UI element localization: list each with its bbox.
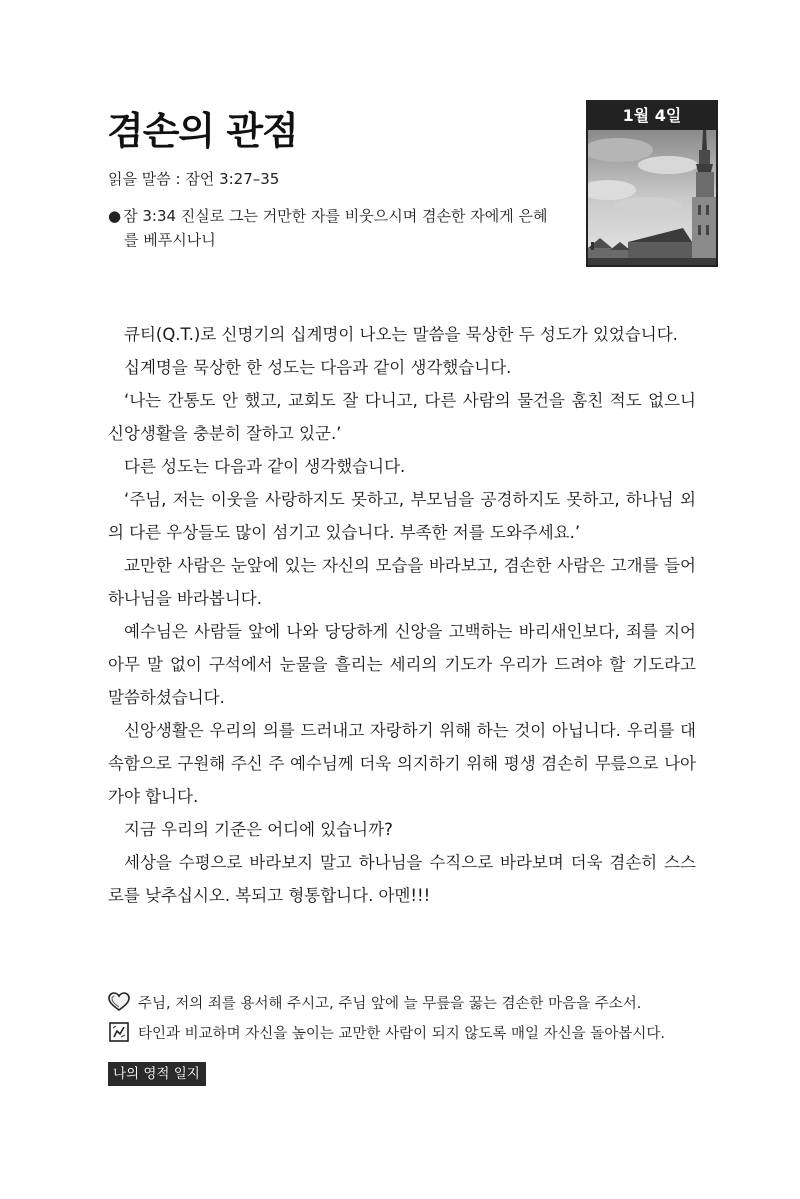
journal-label: 나의 영적 일지: [108, 1062, 206, 1086]
body-paragraph: 세상을 수평으로 바라보지 말고 하나님을 수직으로 바라보며 더욱 겸손히 스스로를 낮추십시오. 복되고 형통합니다. 아멘!!!: [108, 853, 696, 905]
date-box: [586, 100, 718, 267]
body-paragraph: 예수님은 사람들 앞에 나와 당당하게 신앙을 고백하는 바리새인보다, 죄를 지어 아무 말 없이 구석에서 눈물을 흘리는 세리의 기도가 우리가 드려야 할 기도라고 말씀하셨습니다.: [108, 622, 696, 707]
church-tower-photo: [588, 130, 716, 265]
heart-icon: [108, 992, 130, 1012]
body-paragraph: 큐티(Q.T.)로 신명기의 십계명이 나오는 말씀을 묵상한 두 성도가 있었습니다.: [124, 325, 678, 344]
body-paragraph: 십계명을 묵상한 한 성도는 다음과 같이 생각했습니다.: [124, 358, 512, 377]
page-title: 겸손의 관점: [107, 109, 298, 153]
body-paragraph: 신앙생활은 우리의 의를 드러내고 자랑하기 위해 하는 것이 아닙니다. 우리를 대속함으로 구원해 주신 주 예수님께 더욱 의지하기 위해 평생 겸손히 무릎으로 나아가야 합니다.: [108, 721, 696, 806]
body-paragraph: ‘주님, 저는 이웃을 사랑하지도 못하고, 부모님을 공경하지도 못하고, 하나님 외의 다른 우상들도 많이 섬기고 있습니다. 부족한 저를 도와주세요.’: [108, 490, 696, 542]
date-label: 1월 4일: [588, 102, 716, 130]
action-icon: [108, 1022, 130, 1042]
key-verse-line1: 잠 3:34 진실로 그는 거만한 자를 비웃으시며 겸손한 자에게 은혜: [123, 207, 548, 225]
key-verse: [108, 204, 573, 252]
prayer-section: [108, 987, 708, 1047]
action-text: 타인과 비교하며 자신을 높이는 교만한 사람이 되지 않도록 매일 자신을 돌아봅시다.: [138, 1025, 665, 1042]
devotion-body: [108, 318, 696, 912]
bullet-icon: ●: [108, 207, 122, 225]
body-paragraph: 교만한 사람은 눈앞에 있는 자신의 모습을 바라보고, 겸손한 사람은 고개를 들어 하나님을 바라봅니다.: [108, 556, 696, 608]
reading-reference: 읽을 말씀 : 잠언 3:27–35: [108, 170, 280, 188]
body-paragraph: 다른 성도는 다음과 같이 생각했습니다.: [124, 457, 406, 476]
body-paragraph: 지금 우리의 기준은 어디에 있습니까?: [124, 820, 393, 839]
action-row: [108, 1017, 708, 1047]
body-paragraph: ‘나는 간통도 안 했고, 교회도 잘 다니고, 다른 사람의 물건을 훔친 적도 없으니 신앙생활을 충분히 잘하고 있군.’: [108, 391, 696, 443]
prayer-text: 주님, 저의 죄를 용서해 주시고, 주님 앞에 늘 무릎을 꿇는 겸손한 마음을 주소서.: [138, 995, 642, 1012]
prayer-row: [108, 987, 708, 1017]
key-verse-line2: 를 베푸시나니: [124, 231, 216, 249]
